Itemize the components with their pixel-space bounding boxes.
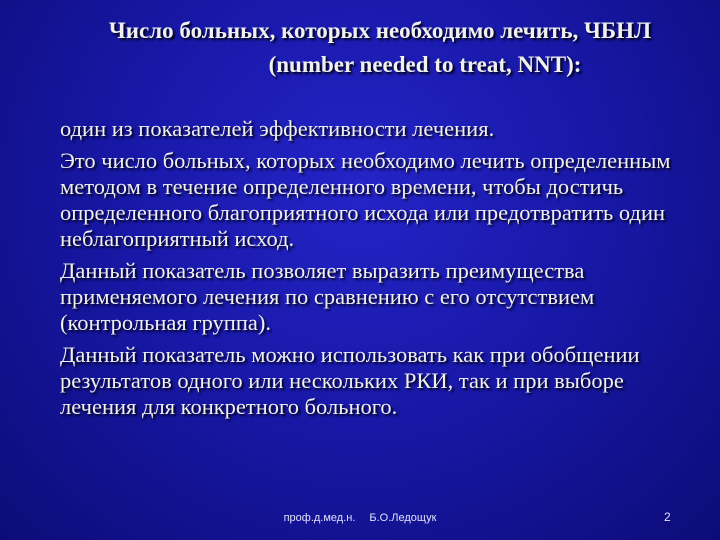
paragraph-explanation: Это число больных, которых необходимо лечить определенным методом в течение определенного времени, чтобы достичь определенного благоприятного исхода или предотвратить один неблагоприятный исход. — [60, 148, 671, 251]
page-number: 2 — [664, 510, 671, 524]
slide-title-line2: (number needed to treat, NNT): — [268, 52, 582, 77]
footer-author: Б.О.Ледощук — [369, 512, 437, 524]
slide-body — [60, 116, 700, 426]
paragraph-advantage: Данный показатель позволяет выразить преимущества применяемого лечения по сравнению с его отсутствием (контрольная группа). — [60, 258, 595, 335]
slide-title — [40, 18, 720, 78]
slide-title-line1: Число больных, которых необходимо лечить, ЧБНЛ — [108, 18, 652, 43]
paragraph-definition: один из показателей эффективности лечения. — [60, 116, 495, 141]
footer-degree: проф.д.мед.н. — [283, 512, 356, 524]
paragraph-usage: Данный показатель можно использовать как при обобщении результатов одного или нескольких РКИ, так и при выборе лечения для конкретного больного. — [60, 342, 640, 419]
slide-footer — [0, 512, 720, 524]
